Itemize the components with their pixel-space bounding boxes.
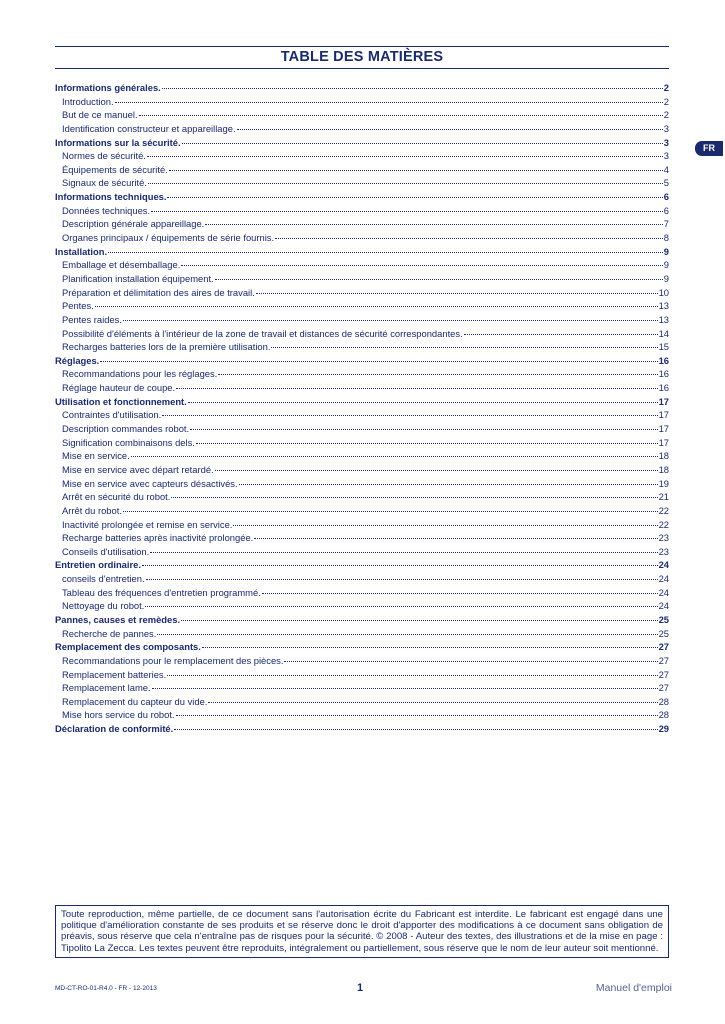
toc-leader-dots — [196, 436, 658, 444]
toc-leader-dots — [108, 245, 663, 253]
toc-leader-dots — [115, 95, 663, 103]
toc-entry-title: Informations techniques. — [55, 191, 167, 203]
toc-leader-dots — [464, 327, 658, 335]
toc-entry-title: Remplacement lame. — [62, 682, 151, 694]
toc-entry[interactable] — [55, 681, 669, 695]
toc-page-number: 24 — [658, 573, 669, 585]
toc-entry[interactable] — [55, 463, 669, 477]
toc-page-number: 9 — [663, 259, 669, 271]
toc-entry[interactable] — [55, 217, 669, 231]
toc-leader-dots — [147, 149, 663, 157]
toc-entry[interactable] — [55, 149, 669, 163]
toc-page-number: 29 — [658, 723, 669, 735]
toc-entry[interactable] — [55, 449, 669, 463]
toc-page-number: 28 — [658, 709, 669, 721]
toc-page-number: 2 — [663, 95, 669, 107]
toc-entry-title: Description commandes robot. — [62, 423, 190, 435]
toc-entry-title: Normes de sécurité. — [62, 150, 146, 162]
toc-entry-title: Pentes raides. — [62, 313, 122, 325]
toc-page-number: 3 — [663, 136, 669, 148]
toc-leader-dots — [202, 640, 658, 648]
page-number: 1 — [357, 982, 364, 994]
toc-entry-title: Recharges batteries lors de la première utilisation. — [62, 341, 271, 353]
toc-leader-dots — [208, 695, 657, 703]
toc-page-number: 9 — [663, 245, 669, 257]
toc-entry-title: Remplacement batteries. — [62, 668, 167, 680]
toc-entry-title: Inactivité prolongée et remise en service. — [62, 518, 233, 530]
page-title: TABLE DES MATIÈRES — [280, 49, 444, 65]
toc-section[interactable] — [55, 81, 669, 95]
toc-leader-dots — [139, 108, 663, 116]
toc-entry-title: Organes principaux / équipements de série fournis. — [62, 232, 275, 244]
toc-leader-dots — [151, 204, 663, 212]
toc-entry-title: Recherche de pannes. — [62, 627, 157, 639]
toc-page-number: 3 — [663, 150, 669, 162]
toc-page-number: 14 — [658, 327, 669, 339]
toc-leader-dots — [95, 299, 658, 307]
toc-leader-dots — [181, 613, 657, 621]
toc-leader-dots — [182, 136, 663, 144]
toc-entry[interactable] — [55, 327, 669, 341]
toc-section[interactable] — [55, 558, 669, 572]
toc-leader-dots — [275, 231, 663, 239]
toc-page-number: 24 — [658, 600, 669, 612]
toc-page-number: 16 — [658, 354, 669, 366]
toc-entry[interactable] — [55, 231, 669, 245]
toc-entry[interactable] — [55, 258, 669, 272]
toc-page-number: 27 — [658, 641, 669, 653]
toc-entry-title: Préparation et délimitation des aires de travail. — [62, 286, 255, 298]
toc-entry[interactable] — [55, 422, 669, 436]
toc-entry-title: Planification installation équipement. — [62, 272, 214, 284]
toc-entry-title: Possibilité d'éléments à l'intérieur de la zone de travail et distances de sécurité correspondantes. — [62, 327, 463, 339]
toc-page-number: 23 — [658, 545, 669, 557]
toc-entry[interactable] — [55, 176, 669, 190]
toc-entry-title: Recharge batteries après inactivité prolongée. — [62, 532, 254, 544]
toc-entry-title: Utilisation et fonctionnement. — [55, 395, 187, 407]
toc-leader-dots — [142, 558, 658, 566]
toc-page-number: 13 — [658, 300, 669, 312]
toc-page-number: 22 — [658, 518, 669, 530]
toc-leader-dots — [100, 354, 657, 362]
toc-page-number: 17 — [658, 423, 669, 435]
toc-page-number: 10 — [658, 286, 669, 298]
toc-entry[interactable] — [55, 108, 669, 122]
toc-leader-dots — [174, 722, 657, 730]
toc-leader-dots — [205, 217, 663, 225]
toc-page-number: 25 — [658, 613, 669, 625]
toc-section[interactable] — [55, 136, 669, 150]
toc-leader-dots — [190, 422, 657, 430]
toc-page-number: 15 — [658, 341, 669, 353]
toc-entry[interactable] — [55, 708, 669, 722]
toc-entry-title: Réglage hauteur de coupe. — [62, 382, 176, 394]
toc-entry-title: Réglages. — [55, 354, 100, 366]
toc-leader-dots — [239, 477, 658, 485]
toc-entry[interactable] — [55, 545, 669, 559]
document-code: MD-CT-RO-01-R4.0 - FR - 12-2013 — [55, 985, 157, 992]
toc-page-number: 27 — [658, 668, 669, 680]
toc-page-number: 4 — [663, 163, 669, 175]
toc-entry[interactable] — [55, 381, 669, 395]
toc-entry-title: Description générale appareillage. — [62, 218, 205, 230]
toc-page-number: 19 — [658, 477, 669, 489]
table-of-contents — [55, 81, 669, 736]
toc-section[interactable] — [55, 395, 669, 409]
toc-entry[interactable] — [55, 163, 669, 177]
toc-section[interactable] — [55, 613, 669, 627]
toc-leader-dots — [262, 586, 658, 594]
toc-leader-dots — [131, 449, 658, 457]
toc-entry[interactable] — [55, 654, 669, 668]
toc-leader-dots — [233, 518, 657, 526]
toc-entry[interactable] — [55, 490, 669, 504]
toc-leader-dots — [215, 463, 658, 471]
toc-leader-dots — [237, 122, 663, 130]
toc-leader-dots — [167, 190, 662, 198]
toc-page-number: 24 — [658, 559, 669, 571]
toc-entry[interactable] — [55, 477, 669, 491]
toc-entry-title: Mise en service. — [62, 450, 130, 462]
toc-leader-dots — [254, 531, 657, 539]
toc-leader-dots — [157, 627, 657, 635]
toc-entry-title: Informations générales. — [55, 82, 161, 93]
toc-entry[interactable] — [55, 122, 669, 136]
toc-page-number: 25 — [658, 627, 669, 639]
toc-leader-dots — [150, 545, 657, 553]
toc-entry[interactable] — [55, 695, 669, 709]
toc-entry[interactable] — [55, 299, 669, 313]
toc-page-number: 17 — [658, 409, 669, 421]
toc-page-number: 18 — [658, 463, 669, 475]
toc-entry[interactable] — [55, 627, 669, 641]
toc-entry-title: Signaux de sécurité. — [62, 177, 147, 189]
toc-entry-title: Nettoyage du robot. — [62, 600, 145, 612]
toc-leader-dots — [171, 490, 657, 498]
toc-leader-dots — [169, 163, 663, 171]
toc-page-number: 8 — [663, 232, 669, 244]
toc-entry-title: Données techniques. — [62, 204, 151, 216]
toc-entry[interactable] — [55, 367, 669, 381]
toc-entry[interactable] — [55, 408, 669, 422]
copyright-notice: Toute reproduction, même partielle, de ce document sans l'autorisation écrite du Fabricant est interdite. Le fabricant est engagé dans une politique d'amélioration constante de ses produits et se réserve donc le droit d'apporter des modifications à ce document sans obligation de préavis, sous réserve que cela n'entraîne pas de risques pour la sécurité. © 2008 - Auteur des textes, des illustrations et de la mise en page : Tipolito La Zecca. Les textes peuvent être reproduits, intégralement ou partiellement, sous réserve que le nom de leur auteur soit mentionné. — [55, 905, 669, 958]
toc-leader-dots — [123, 313, 658, 321]
toc-page-number: 7 — [663, 218, 669, 230]
toc-entry-title: Contraintes d'utilisation. — [62, 409, 162, 421]
toc-leader-dots — [162, 81, 663, 89]
toc-entry-title: Signification combinaisons dels. — [62, 436, 195, 448]
toc-leader-dots — [167, 668, 657, 676]
toc-leader-dots — [271, 340, 657, 348]
toc-entry-title: Déclaration de conformité. — [55, 723, 174, 735]
toc-page-number: 28 — [658, 695, 669, 707]
toc-entry-title: Installation. — [55, 245, 108, 257]
toc-entry-title: Identification constructeur et appareillage. — [62, 122, 236, 134]
toc-page-number: 5 — [663, 177, 669, 189]
toc-page-number: 23 — [658, 532, 669, 544]
toc-entry[interactable] — [55, 272, 669, 286]
toc-leader-dots — [148, 176, 663, 184]
toc-page-number: 2 — [663, 82, 669, 93]
toc-entry-title: Équipements de sécurité. — [62, 163, 168, 175]
toc-entry[interactable] — [55, 599, 669, 613]
toc-entry-title: Mise en service avec départ retardé. — [62, 463, 214, 475]
toc-leader-dots — [145, 599, 657, 607]
toc-entry-title: Pannes, causes et remèdes. — [55, 613, 181, 625]
toc-page-number: 16 — [658, 368, 669, 380]
toc-leader-dots — [218, 367, 657, 375]
toc-section[interactable] — [55, 640, 669, 654]
toc-entry-title: Recommandations pour le remplacement des pièces. — [62, 654, 284, 666]
toc-entry-title: Introduction. — [62, 95, 114, 107]
toc-leader-dots — [284, 654, 657, 662]
toc-leader-dots — [162, 408, 657, 416]
toc-leader-dots — [181, 258, 662, 266]
toc-entry-title: Entretien ordinaire. — [55, 559, 141, 571]
toc-leader-dots — [123, 504, 658, 512]
toc-entry[interactable] — [55, 286, 669, 300]
toc-entry[interactable] — [55, 572, 669, 586]
toc-entry-title: Pentes. — [62, 300, 94, 312]
toc-page-number: 17 — [658, 395, 669, 407]
manual-label: Manuel d'emploi — [595, 982, 672, 994]
toc-page-number: 3 — [663, 122, 669, 134]
toc-page-number: 6 — [663, 204, 669, 216]
toc-entry-title: Recommandations pour les réglages. — [62, 368, 218, 380]
toc-page-number: 24 — [658, 586, 669, 598]
toc-entry[interactable] — [55, 668, 669, 682]
toc-page-number: 22 — [658, 504, 669, 516]
toc-entry-title: Mise en service avec capteurs désactivés. — [62, 477, 238, 489]
toc-entry[interactable] — [55, 504, 669, 518]
toc-entry[interactable] — [55, 518, 669, 532]
toc-entry-title: conseils d'entretien. — [62, 573, 145, 585]
toc-entry[interactable] — [55, 436, 669, 450]
toc-entry[interactable] — [55, 204, 669, 218]
toc-page-number: 27 — [658, 654, 669, 666]
toc-entry-title: Arrêt du robot. — [62, 504, 122, 516]
toc-leader-dots — [152, 681, 658, 689]
toc-page-number: 27 — [658, 682, 669, 694]
toc-leader-dots — [188, 395, 658, 403]
toc-entry-title: Remplacement du capteur du vide. — [62, 695, 208, 707]
toc-entry-title: But de ce manuel. — [62, 109, 138, 121]
toc-page-number: 17 — [658, 436, 669, 448]
title-bottom-rule — [55, 68, 669, 69]
toc-entry-title: Conseils d'utilisation. — [62, 545, 150, 557]
toc-entry[interactable] — [55, 340, 669, 354]
toc-entry-title: Arrêt en sécurité du robot. — [62, 491, 171, 503]
toc-entry-title: Mise hors service du robot. — [62, 709, 175, 721]
toc-leader-dots — [176, 381, 657, 389]
toc-section[interactable] — [55, 245, 669, 259]
toc-entry[interactable] — [55, 313, 669, 327]
toc-page-number: 6 — [663, 191, 669, 203]
toc-entry[interactable] — [55, 586, 669, 600]
language-badge: FR — [695, 141, 723, 156]
toc-page-number: 13 — [658, 313, 669, 325]
toc-leader-dots — [256, 286, 658, 294]
toc-page-number: 16 — [658, 382, 669, 394]
toc-leader-dots — [176, 708, 658, 716]
toc-section[interactable] — [55, 722, 669, 736]
toc-entry-title: Informations sur la sécurité. — [55, 136, 181, 148]
toc-page-number: 2 — [663, 109, 669, 121]
toc-page-number: 9 — [663, 272, 669, 284]
toc-entry-title: Emballage et désemballage. — [62, 259, 181, 271]
toc-page-number: 18 — [658, 450, 669, 462]
toc-section[interactable] — [55, 190, 669, 204]
toc-entry-title: Remplacement des composants. — [55, 641, 201, 653]
toc-entry[interactable] — [55, 531, 669, 545]
toc-entry-title: Tableau des fréquences d'entretien programmé. — [62, 586, 261, 598]
toc-page-number: 21 — [658, 491, 669, 503]
toc-leader-dots — [215, 272, 663, 280]
toc-leader-dots — [146, 572, 658, 580]
toc-entry[interactable] — [55, 95, 669, 109]
toc-section[interactable] — [55, 354, 669, 368]
